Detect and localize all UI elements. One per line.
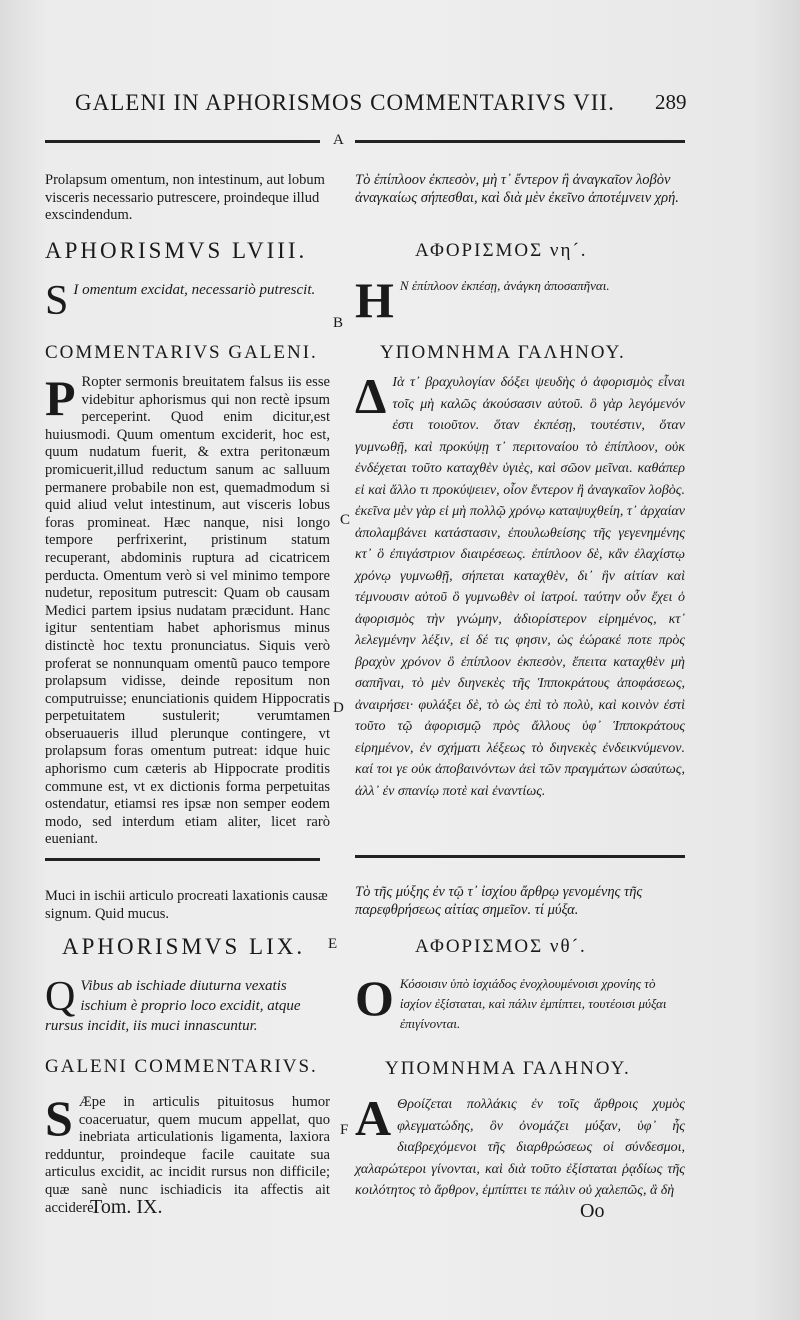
greek-commentary-59 <box>355 1090 685 1200</box>
latin-summary-59: Muci in ischii articulo procreati laxationis causæ signum. Quid mucus. <box>45 888 328 922</box>
commentary-text: Æpe in articulis pituitosus humor coaceruatur, quem mucum appellat, quo inebriata articulationis ligamenta, laxiora redduntur, proindeque facile cauitate sua articulus excidit, ac incidit rursus non difficile; quæ sanè nunc ischiadicis ita affectis ait accidere. <box>45 1094 330 1216</box>
middle-rule-left <box>45 858 320 861</box>
drop-initial: P <box>45 370 76 426</box>
greek-summary-59: Τὸ τῆς μύξης ἐν τῷ τ᾽ ἰσχίου ἄρθρῳ γενομένης τῆς παρεφθρήσεως αἰτίας σημεῖον. τί μύξα. <box>355 884 643 918</box>
latin-aphorism-heading-59: APHORISMVS LIX. <box>62 934 306 959</box>
drop-initial: A <box>355 1090 392 1146</box>
margin-letter-f: F <box>340 1122 349 1138</box>
latin-commentary-heading-59: GALENI COMMENTARIVS. <box>45 1056 318 1077</box>
drop-initial: H <box>355 272 394 328</box>
latin-aphorism-heading-58: APHORISMVS LVIII. <box>45 238 308 263</box>
commentary-text: Ιὰ τ᾽ βραχυλογίαν δόξει ψευδὴς ὁ ἀφορισμὸς εἶναι τοῖς μὴ καλῶς ἀκούσασιν αὐτοῦ. ὃ γὰρ λεγόμενόν ἐστι τοιοῦτον. ὅταν ἐκπέσῃ, τουτέστιν, ὅταν γυμνωθῇ, καὶ προκύψῃ τ᾽ περιτοναίου τὸ ἐπίπλοον, οὐκ ἐνδέχεται τοῦτο καταχθὲν ὑγιὲς, καὶ σῶον μεῖναι. καθάπερ εἰ καὶ ἄλλο τι προκύψειεν, οἷον ἔντερον ἢ ἀναγκαῖον λοβὸς. ἐκεῖνα μὲν γὰρ εἰ μὴ πολλῷ χρόνῳ καταψυχθείη, τ᾽ ἀρχαίαν ἀπολαμβάνει κατάστασιν, ἐπουλωθείσης τῆς γεγενημένης κτ᾽ ὃ ἐπιγάστριον διαιρέσεως. ἐπίπλοον δὲ, κἂν ἐλαχίστῳ χρόνῳ γυμνωθῇ, σήπεται καταχθὲν, δι᾽ ἣν αἰτίαν καὶ τέμνουσιν αὐτοῦ ὃ γυμνωθὲν οἱ ἰατροί. ταύτην οὖν ἔχει ὁ ἀφορισμὸς τὴν γνώμην, ἀδιορίστερον εἰρημένος, κτ᾽ λελεγμένην λέξιν, εἰ δέ τις φησιν, ὡς ἑώρακέ ποτε πρὸς βραχὺν χρόνον ὃ ἐπίπλοον ἐκπεσὸν, ἔπειτα καταχθὲν μὴ σαπῆναι, τὸ μὲν διηνεκὲς τῆς Ἱπποκράτους ἀποφάσεως, ἀναιρήσει· φυλάξει δὲ, τὸ ὡς ἐπὶ τὸ πολὺ, καὶ κοινὸν ἐστὶ τοῦτο τῷ ἀφορισμῷ πρὸς ἄλλους ὑφ᾽ Ἱπποκράτους εἰρημένον, ἐν σχήματι λέξεως τὸ διηνεκὲς ἐνδεικνύμενον. καί τοι γε οὐκ ἀποβαινόντων ἀεὶ τῶν πραγμάτων ὡσαύτως, ἀλλ᾽ ἐν σπανίῳ ποτὲ καὶ ἐναντίως. <box>355 375 685 799</box>
aphorism-text: Vibus ab ischiade diuturna vexatis ischium è proprio loco excidit, atque rursus incidit, iis muci innascuntur. <box>45 978 301 1034</box>
aphorism-text: Κόσοισιν ὑπὸ ἰσχιάδος ἐνοχλουμένοισι χρονίης τὸ ἰσχίον ἐξίσταται, καὶ πάλιν ἐμπίπτει, τουτέοισι μύξαι ἐπιγίνονται. <box>399 976 667 1031</box>
margin-letter-d: D <box>333 700 344 716</box>
margin-letter-a: A <box>333 132 344 148</box>
greek-aphorism-heading-58: ΑΦΟΡΙΣΜΟΣ νη´. <box>415 240 588 261</box>
latin-commentary-58 <box>45 370 330 848</box>
top-rule-left <box>45 140 320 143</box>
commentary-text: Ropter sermonis breuitatem falsus iis esse videbitur aphorismus qui non rectè ipsum perceperint. Quod enim dicitur,est huiusmodi. Quum omentum exciderit, hoc est, quum nudatum fuerit, & extra peritonæum promicuerit,illud reductum sanum ac salluum permanere probabile non est, quemadmodum si quid aliud velut intestinum, aut visceris lobus foras promineat. Hæc nanque, nisi longo tempore perfrixerint, pristinum statum recuperant, abdominis ruptura ad cicatricem perducta. Omentum verò si vel minimo tempore nudetur, repositum putrescit: Quam ob causam Medici partem ipsius nudatam præcidunt. Hanc igitur sententiam habet aphorismus minus distinctè hoc textu pronunciatus. Siquis verò proferat se nonnunquam omentũ pauco tempore prolapsum vidisse, deinde repositum non computruisse; enunciationis quidem Hippocratis perpetuitatem sustulerit; verumtamen obseruaueris illud plerunque contingere, vt prolapsum foras omentum putreat: idque huic aphorismo cum cæteris ab Hippocrate proditis commune est, vt ex dictionis forma perpetuitas ostendatur, etiamsi res ipsæ non semper eodem modo, sed interdum etiam aliter, licet rarò eueniant. <box>45 374 330 848</box>
greek-aphorism-58 <box>355 272 685 328</box>
commentary-text: Θροίζεται πολλάκις ἐν τοῖς ἄρθροις χυμὸς φλεγματώδης, ὃν ὀνομάζει μύξαν, ὑφ᾽ ἧς διαβρεχόμενοι τῆς διαρθρώσεως οἱ σύνδεσμοι, χαλαρώτεροι γίνονται, καὶ διὰ τοῦτο ἐξίσταται ῥᾳδίως τῆς κοιλότητος τὸ ἄρθρον, ἐμπίπτει τε πάλιν οὐ χαλεπῶς, ἃ δὴ <box>355 1097 685 1198</box>
greek-commentary-heading-59: ΥΠΟΜΝΗΜΑ ΓΑΛΗΝΟΥ. <box>385 1058 631 1079</box>
latin-commentary-heading-58: COMMENTARIVS GALENI. <box>45 342 318 363</box>
drop-initial: S <box>45 1090 73 1146</box>
greek-commentary-58 <box>355 368 685 799</box>
running-title: GALENI IN APHORISMOS COMMENTARIVS VII. <box>75 90 615 115</box>
latin-summary-58: Prolapsum omentum, non intestinum, aut lobum visceris necessario putrescere, proindeque illud exscindendum. <box>45 172 325 223</box>
greek-summary-58: Τὸ ἐπίπλοον ἐκπεσὸν, μὴ τ᾽ ἔντερον ἢ ἀναγκαῖον λοβὸν ἀναγκαίως σήπεσθαι, καὶ διὰ μὲν ἐκεῖνο ἀποτέμνειν χρή. <box>355 172 679 206</box>
latin-aphorism-58 <box>45 280 330 324</box>
aphorism-text: I omentum excidat, necessariò putrescit. <box>73 282 316 298</box>
latin-aphorism-59 <box>45 976 330 1040</box>
greek-aphorism-59 <box>355 970 685 1038</box>
margin-letter-e: E <box>328 936 338 952</box>
middle-rule-right <box>355 855 685 858</box>
top-rule-right <box>355 140 685 143</box>
drop-initial: S <box>45 278 69 324</box>
margin-letter-c: C <box>340 512 351 528</box>
greek-aphorism-heading-59: ΑΦΟΡΙΣΜΟΣ νθ´. <box>415 936 587 957</box>
signature-mark: Oo <box>580 1200 605 1222</box>
margin-letter-b: B <box>333 315 344 331</box>
drop-initial: Δ <box>355 368 387 424</box>
aphorism-text: Ν ἐπίπλοον ἐκπέσῃ, ἀνάγκη ἀποσαπῆναι. <box>399 278 610 293</box>
greek-commentary-heading-58: ΥΠΟΜΝΗΜΑ ΓΑΛΗΝΟΥ. <box>380 342 626 363</box>
page-number: 289 <box>655 90 687 114</box>
drop-initial: Q <box>45 974 76 1020</box>
drop-initial: O <box>355 970 394 1026</box>
signature-tome: Tom. IX. <box>90 1196 163 1218</box>
